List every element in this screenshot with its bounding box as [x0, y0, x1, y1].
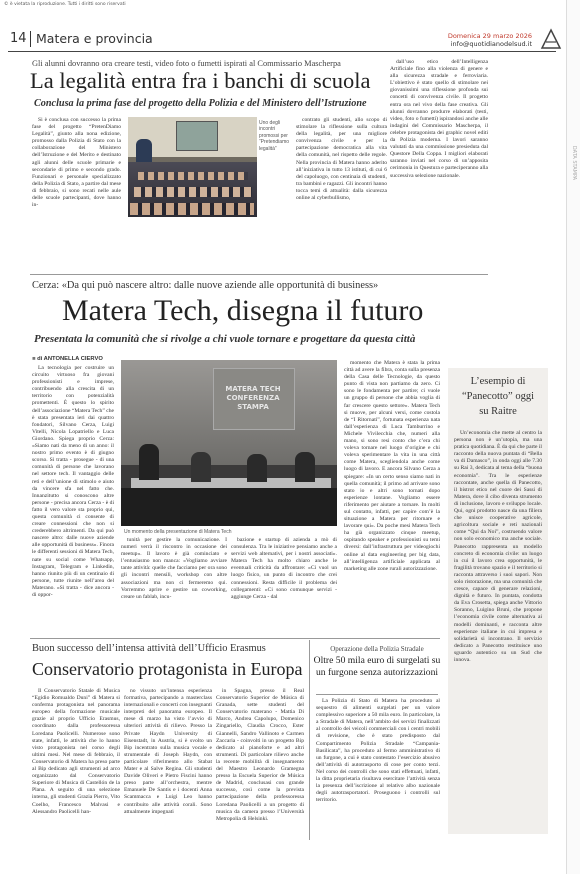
article1-title: La legalità entra fra i banchi di scuola	[30, 68, 371, 93]
article1-photo-caption: Uno degli incontri promossi per “Pretendiamo legalità”	[259, 120, 290, 152]
article3-col3: in Spagna, presso il Real Conservatorio Superior de Música di Granada, sette studenti del Conservatorio materano - Mattia Di Marco, Andrea Capolupo, Domenico Zingariello, Claudia Crocco, Ester Giannelli, Sandro Vallinoto e Carmen Zaccaria - coinvolti in un progetto Bip dedicato al pianoforte e ad altri strumenti. Di particolare rilievo anche la recente mobilità di insegnamento del Maestro Leonardo Gramegna presso la Escuela Superior de Música de Madrid, conclusasi con grande successo, così come la prevista partecipazione della professoressa Loredana Paolicelli a un progetto di musica da camera presso l’Università Metropolia di Helsinki.	[216, 688, 304, 822]
article1-subtitle: Conclusa la prima fase del progetto della Polizia e del Ministero dell’Istruzione	[34, 98, 367, 109]
side-strip-text: DATA STAMPA	[571, 145, 577, 181]
article4-kicker: Operazione della Polizia Stradale	[330, 645, 424, 653]
article3-title: Conservatorio protagonista in Europa	[32, 659, 303, 679]
article1-col1: Si è conclusa con successo la prima fase del progetto “PretenDiamo Legalità”, giunto alla nona edizione, promosso dalla Polizia di Stato con la collaborazione del Ministero dell’Istruzione e del Merito e destinato agli alunni delle scuole primarie e secondarie di primo e secondo grado. Funzionari e personale specializzato della Polizia di Stato, a partire dal mese di febbraio, si sono recati nelle aule delle scuole partecipanti, dove hanno in-	[32, 117, 121, 209]
contact-email: info@quotidianodelsud.it	[450, 40, 532, 48]
article2-photo	[121, 360, 337, 526]
page-header	[0, 28, 580, 50]
article2-col1: La tecnologia per costruire un circuito virtuoso fra giovani professionisti e imprese, contribuendo alla crescita di un territorio con potenzialità promettenti. È questo lo spirito dell’associazione “Matera Tech” che è stata presentata ieri dai quattro fondatori, Silvano Cerza, Luigi Vitelli, Nicola Lopatriello e Luca Giordano. Spiega proprio Cerza: «Siamo nati da meno di un anno: il nostro primo evento è di giugno scorso. Si tratta - prosegue - di una comunità di persone che lavorano nel settore tech. Il vantaggio delle reti e dell’unione di stimolo e aiuto da vincere sfa nel fatto che. Innanzitutto si conoscono altre persone - precisa ancora Cerza - è di fatto il vero valore sta proprio qui, questa comunità ci consente di creare connessioni che non si crederebbero altrimenti. Da qui può nascere altro: dalle nuove aziende alle opportunità di business». Finora le differenti sessioni di Matera Tech, nate su social come Whatsapp, Instagram, Telegram e Linkedin, hanno riunito più di un centinaio di persone, tutte riunite nell’area del Materano. «Si tratta - dice ancora - di oppor-	[32, 365, 114, 598]
section-title: Matera e provincia	[36, 31, 153, 46]
byline-text: di ANTONELLA CIERVO	[37, 356, 103, 362]
article1-col3: dall’uso etico dell’Intelligenza Artificiale fino alla violenza di genere e alla sicurezza stradale e ferroviaria. L’obiettivo è stato quello di stimolare nei giovanissimi una riflessione profonda sui concetti di convivenza civile. Il progetto entra ora nel vivo della fase creativa. Gli alunni dovranno produrre elaborati (testi, video, foto o fumetti) ispirandosi anche alle indagini del Commissario Mascherpa, il celebre protagonista dei graphic novel editi da Polizia moderna. I lavori saranno valutati da una commissione presieduta dal Questore Della Coppa. I migliori elaborati saranno inviati nel corso di un’apposita cerimonia in Questura e parteciperanno alla successiva selezione nazionale.	[390, 59, 488, 179]
article2-bottom-rule	[30, 638, 440, 639]
article2-col4: momento che Matera è stata la prima città ad avere la fibra, conta sulla presenza della Casa delle Tecnologie, da questo punto di vista non partiamo da zero. Ci sono le fondamenta per partire; ci vuole un gruppo di persone che abbia voglia di far crescere questo settore». Matera Tech si muove, per alcuni versi, come costola de “I Ritornati”, fortunata esperienza nata dall’esperienza di Luca Tamburrino e Michele Vivilecchia che, numeri alla mano, si sono resi conto che c’era chi voleva tornare nel luogo d’origine e chi voleva sperimentare la vita in una città come Matera, scegliendola anche come luogo di lavoro. E ancora Silvano Cerza a spiegare: «In un certo senso siamo nati in quella comunità; il primo ad arrivare sono stato io e altri sono tornati dopo esperienze lontane. Vogliamo essere riferimento per aiutare a tornare. In molti sul contatto, infatti, per capire com’è la situazione a Matera per ritornare e lavorare qui». Da poche mesi Matera Tech ha già organizzato cinque meetup, ospitando speaker e professionisti su temi diversi: dall’infrastruttura per videogiochi online al data engineering per big data, all’intelligenza artificiale applicata al marketing alle zone rurali autorizzazione.	[344, 360, 440, 572]
newspaper-logo-icon	[540, 28, 562, 50]
header-divider	[30, 31, 31, 47]
article2-byline	[32, 356, 103, 362]
header-rule	[8, 51, 556, 52]
sidebar-box	[448, 368, 548, 834]
article-divider-vertical	[309, 640, 310, 840]
article2-title: Matera Tech, disegna il futuro	[62, 294, 424, 327]
copyright-notice: © è vietata la riproduzione. Tutti i diritti sono riservati	[4, 2, 126, 7]
article4-title: Oltre 50 mila euro di surgelati su un furgone senza autorizzazioni	[313, 655, 441, 678]
article2-subtitle: Presentata la comunità che si rivolge a chi vuole tornare e progettare da questa città	[34, 333, 416, 345]
article3-col1: Il Conservatorio Statale di Musica “Egidio Romualdo Duni” di Matera si conferma protagonista nel panorama europeo della formazione musicale grazie al proprio Ufficio Erasmus, coordinato dalla professoressa Loredana Paolicelli. Numerose sono state, infatti, le attività che lo hanno visto protagonista nel corso degli ultimi mesi. Nel mese di febbraio, il Conservatorio di Matera ha preso parte al Bip dedicato agli strumenti ad arco organizzato dal Conservatorio Superiore di Musica di Castellón de la Plana. A seguito di una selezione interna, gli studenti Grazia Pierro, Vito Coelho, Francesco Malvasi e Alessandro Paolicelli han-	[32, 688, 120, 815]
article2-photo-caption: Un momento della presentazione di Matera Tech	[124, 529, 232, 535]
page-number: 14	[10, 31, 27, 46]
sidebar-body: Un’economia che mette al centro la persona non è un’utopia, ma una pratica quotidiana. È da qui che parte il racconto della nuova puntata di “Bella va di Damasco”, in onda oggi alle 7.30 su Rai 3, dedicata al tema della “buona economia”. Tra le esperienze raccontate, anche quella di Panecotto, il bistrot etico nel cuore dei Sassi di Matera, dove il cibo diventa strumento di inclusione, lavoro e sviluppo locale. Qui, ogni prodotto nasce da una filiera che unisce cooperative agricole, agricoltura sociale e reti nazionali come “Qui da Noi”, costruendo valore non solo economico ma anche sociale. Panecotto rappresenta un modello concreto di economia civile: un luogo in cui il lavoro crea opportunità, le fragilità trovano spazio e il territorio si racconta attraverso i suoi sapori. Non solo ristorazione, ma una comunità che cresce, capace di generare relazioni, dignità e futuro. In puntata, condotta da Eva Crosetta, spiega anche Vittorio Soranno, Luigino Bruni, che propone l’economia civile come alternativa ai modelli dominanti, e racconta altre esperienze italiane in cui impresa e solidarietà si incontrano. Il servizio dedicato a Panecotto restituisce uno sguardo autentico su un Sud che innova.	[454, 430, 542, 663]
article2-col2: tunità per gestire la comunicazione. I numeri verrà il riscontro in occasione dei meetup». Il lavoro è già cominciato e l’entusiasmo non manca: «Vogliamo avviare tante attività: quelle che facciamo per ora sono gli incontri mensili, workshop con altre associazioni ma non ci fermeremo qui. Vorremmo aprire e gestire un coworking, creare un fablab, incu-	[121, 537, 227, 600]
article2-col3: bazione e startup di azienda a mò di consulenza. Tra le iniziative pensiamo anche a servizi web alternativi, per i nostri associati». Matera Tech ha molto chiaro anche le eventuali criticità da affrontare: «Ci vuol un luogo fisico, un punto di incontro che crei connessioni. Resta difficile il problema dei collegamenti: «Ci sono comunque servizi - aggiunge Cerza - dal	[231, 537, 337, 600]
article3-kicker: Buon successo dell’intensa attività dell’Ufficio Erasmus	[32, 643, 266, 654]
article1-col2: contrato gli studenti, allo scopo di stimolare la riflessione sulla cultura della legalità, per una migliore convivenza civile e per la partecipazione democratica alla vita della comunità, nel rispetto delle regole. Nella provincia di Matera hanno aderito all’iniziativa in tutto 13 istituti, di cui 6 del capoluogo, con centinaia di studenti, tra bambini e ragazzi. Gli incontri hanno tocca temi di attualità: dalla sicurezza online al cyberbullismo,	[296, 117, 387, 202]
article1-bottom-rule	[30, 274, 488, 275]
issue-date: Domenica 29 marzo 2026	[447, 32, 532, 40]
photo-banner-text: MATERA TECH CONFERENZA STAMPA	[225, 385, 281, 411]
article3-col2: no vissuto un’intensa esperienza formativa, partecipando a masterclass internazionali e concerti con insegnanti interpreti del panorama europeo. Il mese di marzo ha visto l’avvio di ulteriori attività di rilievo. Presso la Private Haydn University di Eisenstadt, in Austria, si è svolto un Bip incentrato sulla musica vocale e strumentale di Joseph Haydn, con particolare riferimento allo Stabat Mater e al Salve Regina. Gli studenti Davide Oliveri e Pietro Fiscini hanno preso parte all’orchestra, mentre Emanuele De Santis e i docenti Anna Scammacca e Luigi Leo hanno contribuito alle attività corali. Sono attualmente impegnati	[124, 688, 212, 815]
sidebar-title: L’esempio di “Panecotto” oggi su Raitre	[461, 376, 535, 417]
article1-photo	[128, 117, 257, 217]
article1-kicker: Gli alunni dovranno ora creare testi, video foto o fumetti ispirati al Commissario Mascherpa	[32, 59, 341, 68]
article4-body: La Polizia di Stato di Matera ha proceduto al sequestro di alimenti surgelati per un valore complessivo superiore a 50 mila euro. In particolare, la a Stradale di Matera, nell’ambito dei servizi finalizzati al controllo dei veicoli commerciali con i centri mobili di revisione, che è stato predisposto dal Compartimento Polizia Stradale “Campania-Basilicata”, ha proceduto al fermo amministrativo di un furgone, a cui è stato contestato l’esercizio abusivo dell’attività di autotrasporto di cose per conto terzi. Nel corso dei controlli che sono stati effettuati, infatti, la ditta proprietaria risultava esercitare l’attività senza la presenza dell’iscrizione al relativo albo nazionale degli autotrasportatori. Proseguono i controlli sul territorio.	[316, 698, 440, 804]
article2-kicker: Cerza: «Da qui può nascere altro: dalle nuove aziende alle opportunità di business»	[32, 280, 379, 291]
byline-marker-icon: ■	[32, 356, 38, 362]
side-strip	[566, 0, 580, 874]
article4-title-rule	[316, 694, 438, 695]
